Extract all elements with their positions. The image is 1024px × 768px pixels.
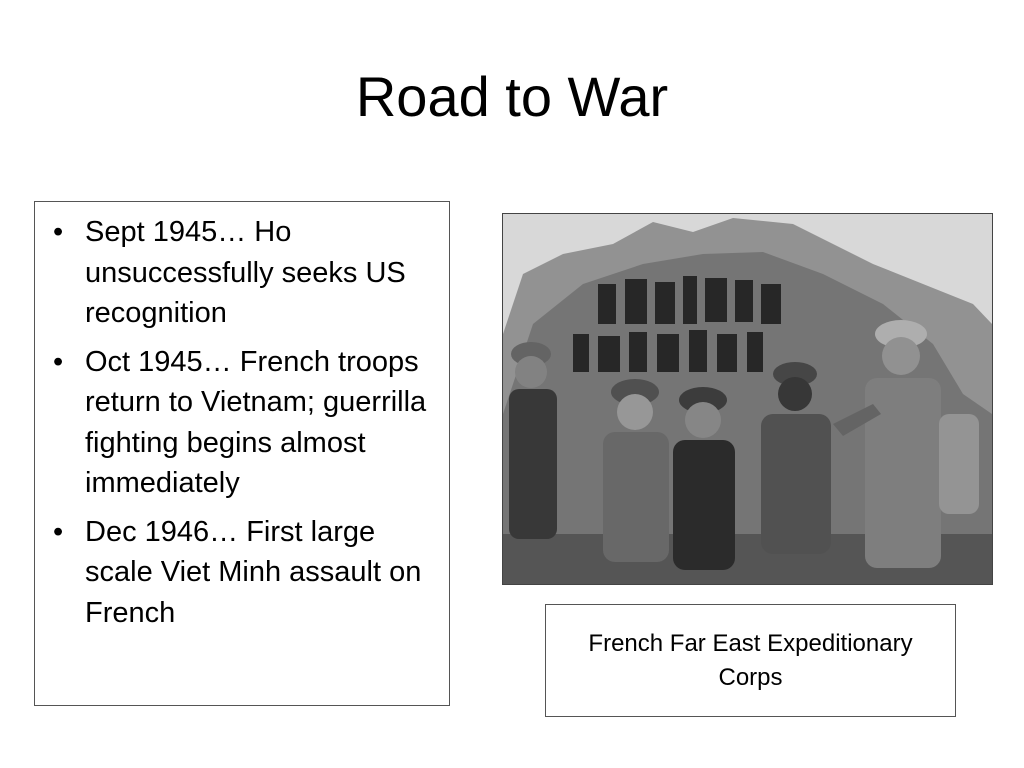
bullet-marker: • bbox=[53, 515, 64, 548]
bullet-text-box bbox=[34, 201, 450, 706]
bullet-item bbox=[49, 212, 439, 334]
bullet-text: Sept 1945… Ho unsuccessfully seeks US recognition bbox=[85, 216, 406, 329]
bullet-text: Dec 1946… First large scale Viet Minh assault on French bbox=[85, 515, 422, 629]
bullet-list bbox=[49, 212, 439, 633]
slide-title: Road to War bbox=[355, 65, 669, 128]
photo-caption: French Far East Expeditionary Corps bbox=[588, 629, 913, 691]
bullet-item bbox=[49, 512, 439, 634]
photograph-illustration bbox=[503, 214, 992, 584]
bullet-item bbox=[49, 342, 439, 504]
historical-photo bbox=[502, 213, 993, 585]
photo-caption-box bbox=[545, 604, 956, 717]
bullet-marker: • bbox=[53, 216, 64, 248]
bullet-marker: • bbox=[53, 345, 64, 378]
bullet-text: Oct 1945… French troops return to Vietnam; guerrilla fighting begins almost immediately bbox=[85, 345, 427, 499]
